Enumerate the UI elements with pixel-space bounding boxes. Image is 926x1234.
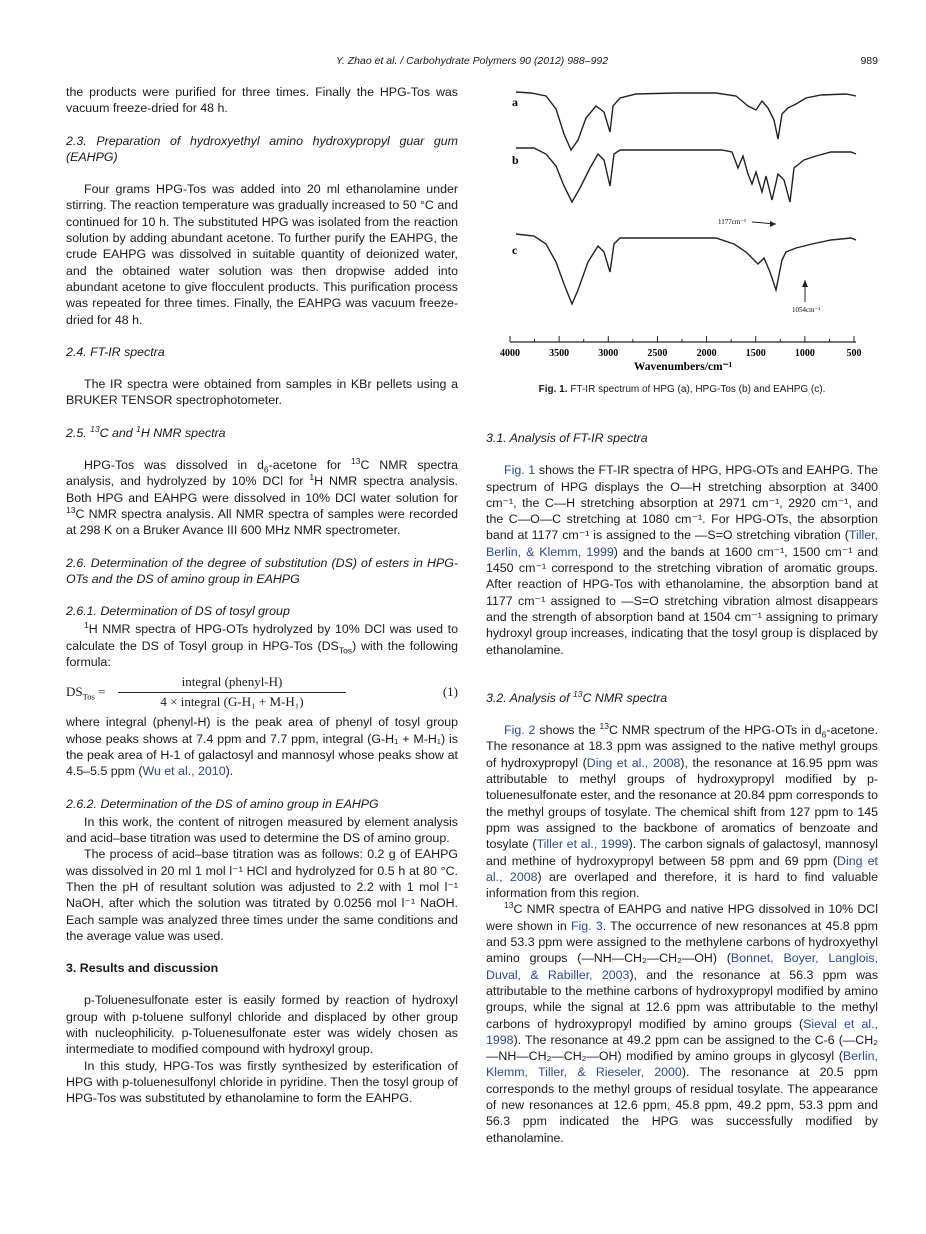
spectrum-label-c: c (512, 243, 518, 257)
annotation-1177-arrowhead (770, 221, 776, 227)
section-2-6-2-para-2: The process of acid–base titration was as follows: 0.2 g of EAHPG was dissolved in 20 ml 1 mol l⁻¹ HCl and hydrolyzed for 0.5 h at 80 °C. Then the pH of resultant solution was adjusted to 2.2 with 1 mol l⁻¹ NaOH, after which the solution was titrated by 0.0256 mol l⁻¹ NaOH. Each sample was analyzed three times under the same conditions and the average value was used. (66, 847, 458, 943)
annotation-1054: 1054cm⁻¹ (792, 306, 821, 314)
citation-link[interactable]: Berlin, Klemm, Tiller, & Rieseler, 2000 (486, 1049, 878, 1080)
figure-caption-text: FT-IR spectrum of HPG (a), HPG-Tos (b) and EAHPG (c). (570, 384, 826, 395)
section-2-5-title: 2.5. $^{13}$C and $^1$H NMR spectra (66, 423, 226, 440)
citation-link[interactable]: Sieval et al., 1998 (486, 1016, 879, 1047)
equation-number: (1) (442, 684, 458, 700)
x-tick-label: 4000 (500, 348, 520, 359)
section-3-2-para-1: Fig. 2 shows the $^{13}$C NMR spectrum of the HPG-OTs in $d_6$-acetone. The resonance at 18.3 ppm was assigned to the native methyl groups of hydroxypropyl (Ding et al., 2008), the resonance at 16.95 ppm was attributable to methyl groups of hydroxypropyl modified by p-toluenesulfonate ester, and the resonance at 20.84 ppm corresponds to the methyl groups of tosylate. The chemical shift from 127 ppm to 145 ppm was assigned to the backbone of aromatics of benzoate and tosylate (Tiller et al., 1999). The carbon signals of galactosyl, mannosyl and methine of hydroxypropyl between 58 ppm and 69 ppm (Ding et al., 2008) are overlaped and therefore, it is hard to find valuable information from this region. (486, 721, 879, 901)
figure-link[interactable]: Fig. 1 (504, 463, 536, 478)
page-number: 989 (860, 55, 878, 67)
section-3-1-title: 3.1. Analysis of FT-IR spectra (486, 431, 648, 445)
section-3-2-para-2: $^{13}$C NMR spectra of EAHPG and native HPG dissolved in 10% DCl were shown in Fig. 3. The occurrence of new resonances at 45.8 ppm and 53.3 ppm were assigned to the methylene carbons of hydroxyethyl amino groups (—NH—CH₂—CH₂—OH) (Bonnet, Boyer, Langlois, Duval, & Rabiller, 2003), and the resonance at 56.3 ppm was attributable to the methine carbons of hydroxypropyl modified by amino groups, while the signal at 12.6 ppm was attributable to the methyl carbons of hydroxypropyl modified by amino groups (Sieval et al., 1998). The resonance at 49.2 ppm can be assigned to the C-6 (—CH₂—NH—CH₂—CH₂—OH) modified by amino groups in glycosyl (Berlin, Klemm, Tiller, & Rieseler, 2000). The resonance at 20.5 ppm corresponds to the methyl groups of residual tosylate. The appearance of new resonances at 12.6 ppm, 45.8 ppm, 49.2 ppm, 53.3 ppm and 56.3 ppm indicated the HPG was successfully modified by ethanolamine. (486, 900, 879, 1145)
ftir-figure (486, 84, 878, 402)
figure-caption-label: Fig. 1. (538, 384, 568, 395)
x-tick-label: 1000 (794, 348, 815, 359)
x-tick-label: 1500 (745, 348, 766, 359)
section-2-6-title: 2.6. Determination of the degree of substitution (DS) of esters in HPG-OTs and the DS of amino group in EAHPG (66, 555, 458, 586)
section-2-5-body: HPG-Tos was dissolved in $d_6$-acetone for $^{13}$C NMR spectra analysis, and hydrolyzed by 10% DCl for $^1$H NMR spectra analysis. Both HPG and EAHPG were dissolved in 10% DCl water solution for $^{13}$C NMR spectra analysis. All NMR spectra of samples were recorded at 298 K on a Bruker Avance III 600 MHz NMR spectrometer. (66, 455, 458, 538)
citation-link[interactable]: Tiller et al., 1999 (536, 837, 629, 852)
citation-link[interactable]: Ding et al., 2008 (486, 853, 878, 884)
x-tick-label: 2000 (696, 348, 717, 359)
x-axis-label: Wavenumbers/cm⁻¹ (633, 361, 733, 373)
section-2-6-1-title: 2.6.1. Determination of DS of tosyl group (66, 604, 290, 619)
x-tick-label: 3500 (549, 348, 570, 359)
x-tick-label: 2500 (647, 348, 668, 359)
equation-denominator: 4 × integral (G-H₁ + M-H₁) (160, 693, 304, 709)
equation-1 (66, 674, 458, 712)
section-3-para-2: In this study, HPG-Tos was firstly synthesized by esterification of HPG with p-toluenesulfonyl chloride in pyridine. Then the tosyl group of HPG-Tos was substituted by ethanolamine to form the EAHPG. (66, 1058, 458, 1106)
figure-link[interactable]: Fig. 2 (504, 723, 536, 738)
spectrum-b-line (516, 148, 856, 202)
section-3-2-title: 3.2. Analysis of $^{13}$C NMR spectra (486, 688, 668, 705)
journal-citation: Y. Zhao et al. / Carbohydrate Polymers 90 (2012) 988–992 (335, 55, 609, 67)
spectrum-label-b: b (512, 153, 519, 167)
section-2-6-1-body: $^1$H NMR spectra of HPG-OTs hydrolyzed by 10% DCl was used to calculate the DS of Tosyl group in HPG-Tos $(DS_{Tos})$ with the following formula: (66, 620, 458, 670)
section-3-title: 3. Results and discussion (66, 961, 219, 976)
running-header (66, 55, 878, 71)
citation-link[interactable]: Bonnet, Boyer, Langlois, Duval, & Rabiller, 2003 (486, 951, 878, 982)
section-3-1-body: Fig. 1 shows the FT-IR spectra of HPG, HPG-OTs and EAHPG. The spectrum of HPG displays the O—H stretching absorption at 3400 cm⁻¹, the C—H stretching absorption at 2971 cm⁻¹, 2920 cm⁻¹, and the C—O—C stretching at 1080 cm⁻¹. For HPG-OTs, the absorption band at 1177 cm⁻¹ is assigned to the —S=O stretching vibration (Tiller, Berlin, & Klemm, 1999) and the bands at 1600 cm⁻¹, 1500 cm⁻¹ and 1450 cm⁻¹ correspond to the stretching vibration of aromatic groups. After reaction of HPG-Tos with ethanolamine, the absorption band at 1177 cm⁻¹ assigned to —S=O stretching vibration almost disappears and the strength of absorption band at 1504 cm⁻¹ assigning to primary hydroxyl group increases, indicating that the tosyl group is displaced by ethanolamine. (486, 463, 878, 657)
section-2-3-body: Four grams HPG-Tos was added into 20 ml ethanolamine under stirring. The reaction temperature was gradually increased to 50 °C and continued for 10 h. The substituted HPG was isolated from the reaction solution by adding abundant acetone. To further purify the EAHPG, the crude EAHPG was dissolved in suitable quantity of deionized water, and the obtained water solution was then dropwise added into abundant acetone to give flocculent products. This purification process was repeated for three times. Finally, the EAHPG was vacuum freeze-dried for 48 h. (66, 182, 458, 327)
section-2-4-body: The IR spectra were obtained from samples in KBr pellets using a BRUKER TENSOR spectrophotometer. (66, 377, 458, 408)
section-2-3-title: 2.3. Preparation of hydroxyethyl amino hydroxypropyl guar gum (EAHPG) (66, 133, 458, 164)
section-2-6-2-para-1: In this work, the content of nitrogen measured by element analysis and acid–base titration was used to determine the DS of amino group. (66, 814, 458, 846)
citation-link[interactable]: Wu et al., 2010 (142, 764, 226, 779)
figure-link[interactable]: Fig. 3 (570, 918, 603, 933)
x-axis-ticks (500, 336, 862, 359)
annotation-1054-arrowhead (802, 280, 808, 287)
equation-lhs: $DS_{Tos}$ = (66, 684, 106, 702)
section-2-6-2-title: 2.6.2. Determination of the DS of amino group in EAHPG (66, 796, 379, 811)
left-column (66, 84, 458, 1107)
section-2-4-title: 2.4. FT-IR spectra (66, 344, 165, 359)
equation-explanation: where integral (phenyl-H) is the peak area of phenyl of tosyl group whose peaks shows at 7.4 ppm and 7.7 ppm, integral (G-H₁ + M-H₁) is the peak area of H-1 of galactosyl and mannosyl whose peaks show at 4.5–5.5 ppm (Wu et al., 2010). (66, 715, 458, 779)
equation-fraction (118, 674, 346, 710)
citation-link[interactable]: Tiller, Berlin, & Klemm, 1999 (486, 528, 878, 559)
spectrum-label-a: a (512, 95, 518, 109)
citation-link[interactable]: Ding et al., 2008 (586, 755, 681, 770)
x-tick-label: 3000 (598, 348, 619, 359)
equation-numerator: integral (phenyl-H) (118, 674, 346, 692)
spectrum-a-line (516, 92, 856, 150)
right-column (486, 430, 878, 1146)
annotation-1177: 1177cm⁻¹ (718, 218, 747, 226)
figure-caption (486, 384, 878, 395)
paragraph-intro: the products were purified for three times. Finally the HPG-Tos was vacuum freeze-dried for 48 h. (66, 85, 458, 116)
section-3-para-1: p-Toluenesulfonate ester is easily formed by reaction of hydroxyl group with p-toluene sulfonyl chloride and displaced by other group with nucleophilicity. p-Toluenesulfonate ester was widely chosen as intermediate to modified compound with hydroxyl group. (66, 993, 458, 1057)
x-tick-label: 500 (846, 348, 862, 359)
